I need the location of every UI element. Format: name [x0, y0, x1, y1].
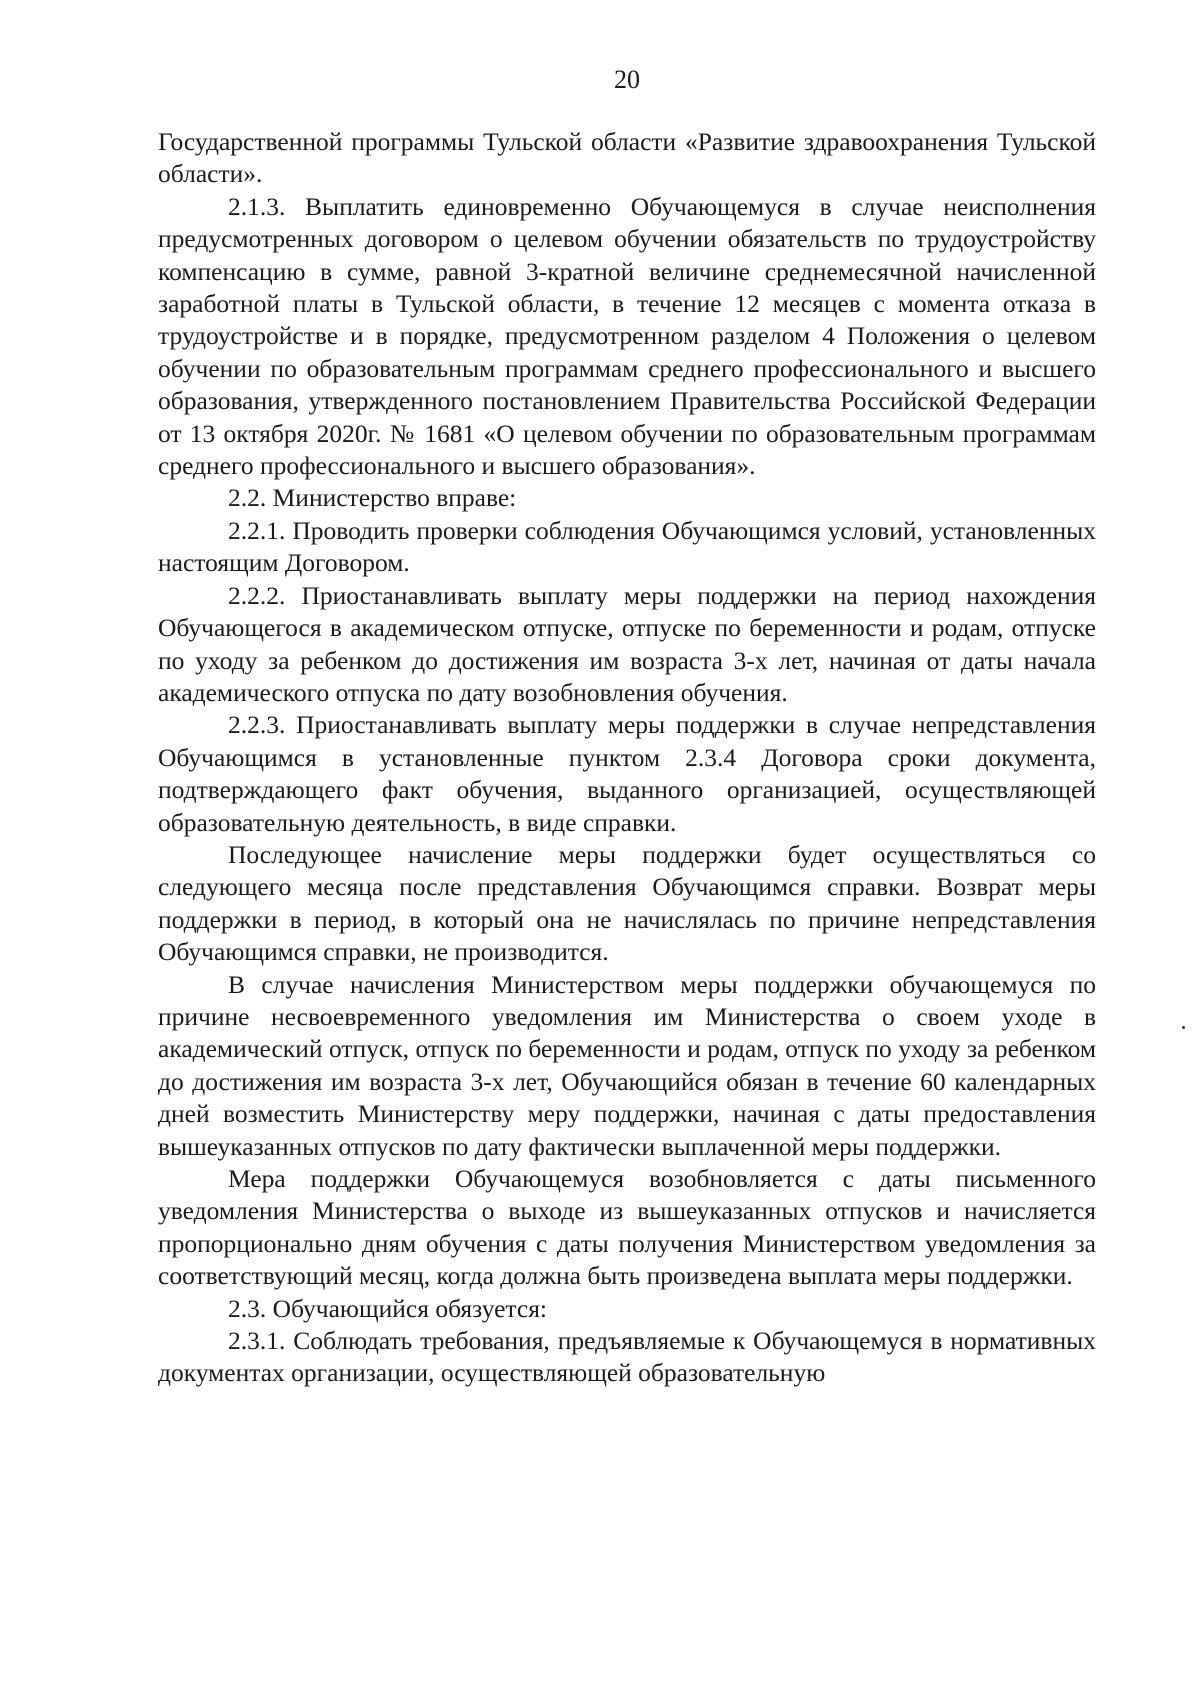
- paragraph-2-2: 2.2. Министерство вправе:: [228, 483, 517, 513]
- document-body: [158, 126, 1096, 1390]
- paragraph-subsequent-accrual: Последующее начисление меры поддержки будет осуществляться со следующего месяца после представления Обучающимся справки. Возврат меры поддержки в период, в который она не начислялась по причине непредставления Обучающимся справки, не производится.: [158, 839, 1096, 967]
- scan-speck: [1182, 1026, 1185, 1029]
- paragraph-overpayment-refund: В случае начисления Министерством меры поддержки обучающемуся по причине несвоевременного уведомления им Министерства о своем уходе в академический отпуск, отпуск по беременности и родам, отпуск по уходу за ребенком до достижения им возраста 3-х лет, Обучающийся обязан в течение 60 календарных дней возместить Министерству меру поддержки, начиная с даты предоставления вышеуказанных отпусков по дату фактически выплаченной меры поддержки.: [158, 969, 1096, 1161]
- paragraph-2-3: 2.3. Обучающийся обязуется:: [228, 1293, 548, 1323]
- paragraph-2-3-1: 2.3.1. Соблюдать требования, предъявляемые к Обучающемуся в нормативных документах организации, осуществляющей образовательную: [158, 1326, 1096, 1388]
- paragraph-2-2-3: 2.2.3. Приостанавливать выплату меры поддержки в случае непредставления Обучающимся в установленные пунктом 2.3.4 Договора сроки документа, подтверждающего факт обучения, выданного организацией, осуществляющей образовательную деятельность, в виде справки.: [158, 710, 1096, 837]
- paragraph-continuation: Государственной программы Тульской области «Развитие здравоохранения Тульской области».: [158, 127, 1096, 189]
- paragraph-2-2-1: 2.2.1. Проводить проверки соблюдения Обучающимся условий, установленных настоящим Договором.: [158, 515, 1096, 578]
- paragraph-support-resumption: Мера поддержки Обучающемуся возобновляется с даты письменного уведомления Министерства о выходе из вышеуказанных отпусков и начисляется пропорционально дням обучения с даты получения Министерством уведомления за соответствующий месяц, когда должна быть произведена выплата меры поддержки.: [158, 1164, 1096, 1291]
- page-number: 20: [614, 65, 640, 94]
- paragraph-2-1-3: 2.1.3. Выплатить единовременно Обучающемуся в случае неисполнения предусмотренных договором о целевом обучении обязательств по трудоустройству компенсацию в сумме, равной 3-кратной величине среднемесячной начисленной заработной платы в Тульской области, в течение 12 месяцев с момента отказа в трудоустройстве и в порядке, предусмотренном разделом 4 Положения о целевом обучении по образовательным программам среднего профессионального и высшего образования, утвержденного постановлением Правительства Российской Федерации от 13 октября 2020г. № 1681 «О целевом обучении по образовательным программам среднего профессионального и высшего образования».: [158, 191, 1096, 481]
- paragraph-2-2-2: 2.2.2. Приостанавливать выплату меры поддержки на период нахождения Обучающегося в академическом отпуске, отпуске по беременности и родам, отпуске по уходу за ребенком до достижения им возраста 3-х лет, начиная от даты начала академического отпуска по дату возобновления обучения.: [158, 580, 1096, 707]
